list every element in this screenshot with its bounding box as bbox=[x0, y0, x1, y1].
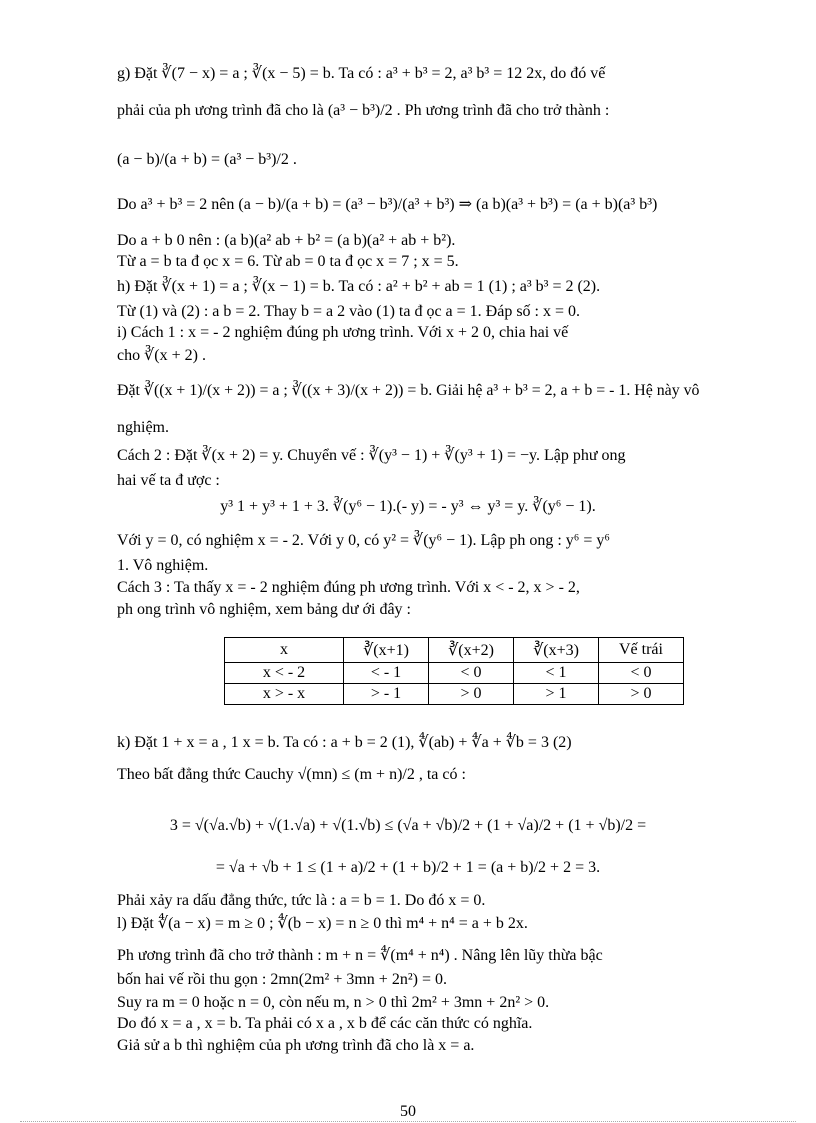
text-line-i6: hai vế ta đ ược : bbox=[117, 472, 220, 489]
equation-line-i7: y³ 1 + y³ + 1 + 3. ∛(y⁶ − 1).(- y) = - y³ ⇔ y³ = y. ∛(y⁶ − 1). bbox=[220, 498, 596, 515]
table-header-cell: ∛(x+2) bbox=[429, 638, 514, 663]
table-cell: > 0 bbox=[429, 684, 514, 705]
text-line-i1: i) Cách 1 : x = - 2 nghiệm đúng ph ương trình. Với x + 2 0, chia hai vế bbox=[117, 324, 569, 341]
text-line-g3: (a − b)/(a + b) = (a³ − b³)/2 . bbox=[117, 151, 297, 168]
text-line-g6: Từ a = b ta đ ọc x = 6. Từ ab = 0 ta đ ọc x = 7 ; x = 5. bbox=[117, 253, 459, 270]
text-line-i11: ph ong trình vô nghiệm, xem bảng dư ới đây : bbox=[117, 601, 411, 618]
equation-line-k4: = √a + √b + 1 ≤ (1 + a)/2 + (1 + b)/2 + 1 = (a + b)/2 + 2 = 3. bbox=[215, 859, 601, 876]
table-header-cell: x bbox=[225, 638, 344, 663]
table-header-row bbox=[225, 638, 684, 663]
text-line-h1: h) Đặt ∛(x + 1) = a ; ∛(x − 1) = b. Ta có : a² + b² + ab = 1 (1) ; a³ b³ = 2 (2). bbox=[117, 278, 601, 295]
table-row bbox=[225, 684, 684, 705]
text-line-l2: Ph ương trình đã cho trở thành : m + n = ∜(m⁴ + n⁴) . Nâng lên lũy thừa bậc bbox=[117, 947, 603, 964]
table-cell: < 1 bbox=[514, 663, 599, 684]
table-row bbox=[225, 663, 684, 684]
text-line-h2: Từ (1) và (2) : a b = 2. Thay b = a 2 vào (1) ta đ ọc a = 1. Đáp số : x = 0. bbox=[117, 303, 581, 320]
page-number: 50 bbox=[400, 1103, 416, 1120]
text-line-l3: bốn hai vế rồi thu gọn : 2mn(2m² + 3mn + 2n²) = 0. bbox=[117, 971, 447, 988]
text-line-l1: l) Đặt ∜(a − x) = m ≥ 0 ; ∜(b − x) = n ≥ 0 thì m⁴ + n⁴ = a + b 2x. bbox=[117, 915, 528, 932]
text-line-g1: g) Đặt ∛(7 − x) = a ; ∛(x − 5) = b. Ta có : a³ + b³ = 2, a³ b³ = 12 2x, do đó vế bbox=[117, 65, 606, 82]
text-line-g5: Do a + b 0 nên : (a b)(a² ab + b² = (a b)(a² + ab + b²). bbox=[117, 232, 456, 249]
text-line-l4: Suy ra m = 0 hoặc n = 0, còn nếu m, n > 0 thì 2m² + 3mn + 2n² > 0. bbox=[117, 994, 550, 1011]
table-header-cell: ∛(x+3) bbox=[514, 638, 599, 663]
equation-line-k3: 3 = √(√a.√b) + √(1.√a) + √(1.√b) ≤ (√a + √b)/2 + (1 + √a)/2 + (1 + √b)/2 = bbox=[169, 817, 647, 834]
text-line-l6: Giả sử a b thì nghiệm của ph ương trình đã cho là x = a. bbox=[117, 1037, 475, 1054]
text-line-i10: Cách 3 : Ta thấy x = - 2 nghiệm đúng ph ương trình. Với x < - 2, x > - 2, bbox=[117, 579, 580, 596]
text-line-i8: Với y = 0, có nghiệm x = - 2. Với y 0, có y² = ∛(y⁶ − 1). Lập ph ong : y⁶ = y⁶ bbox=[117, 532, 610, 549]
text-line-i3: Đặt ∛((x + 1)/(x + 2)) = a ; ∛((x + 3)/(x + 2)) = b. Giải hệ a³ + b³ = 2, a + b = - 1. Hệ này vô bbox=[117, 382, 700, 399]
table-cell: < - 1 bbox=[344, 663, 429, 684]
table-cell: < 0 bbox=[599, 663, 684, 684]
sign-table bbox=[224, 637, 684, 705]
text-line-g4: Do a³ + b³ = 2 nên (a − b)/(a + b) = (a³ − b³)/(a³ + b³) ⇒ (a b)(a³ + b³) = (a + b)(a³ b³) bbox=[117, 196, 658, 213]
text-line-i9: 1. Vô nghiệm. bbox=[117, 557, 209, 574]
table-cell: > 0 bbox=[599, 684, 684, 705]
table-cell: x < - 2 bbox=[225, 663, 344, 684]
table-header-cell: ∛(x+1) bbox=[344, 638, 429, 663]
table-cell: > - 1 bbox=[344, 684, 429, 705]
text-line-i4: nghiệm. bbox=[117, 419, 169, 436]
text-line-g2: phải của ph ương trình đã cho là (a³ − b³)/2 . Ph ương trình đã cho trở thành : bbox=[117, 102, 610, 119]
text-line-i2: cho ∛(x + 2) . bbox=[117, 347, 206, 364]
table-cell: < 0 bbox=[429, 663, 514, 684]
table-cell: > 1 bbox=[514, 684, 599, 705]
text-line-k2: Theo bất đẳng thức Cauchy √(mn) ≤ (m + n)/2 , ta có : bbox=[117, 766, 466, 783]
table-cell: x > - x bbox=[225, 684, 344, 705]
text-line-k5: Phải xảy ra dấu đẳng thức, tức là : a = b = 1. Do đó x = 0. bbox=[117, 892, 486, 909]
text-line-l5: Do đó x = a , x = b. Ta phải có x a , x b để các căn thức có nghĩa. bbox=[117, 1015, 533, 1032]
footer-divider bbox=[20, 1121, 796, 1122]
text-line-i5: Cách 2 : Đặt ∛(x + 2) = y. Chuyển vế : ∛(y³ − 1) + ∛(y³ + 1) = −y. Lập phư ong bbox=[117, 447, 626, 464]
table-header-cell: Vế trái bbox=[599, 638, 684, 663]
text-line-k1: k) Đặt 1 + x = a , 1 x = b. Ta có : a + b = 2 (1), ∜(ab) + ∜a + ∜b = 3 (2) bbox=[117, 734, 572, 751]
